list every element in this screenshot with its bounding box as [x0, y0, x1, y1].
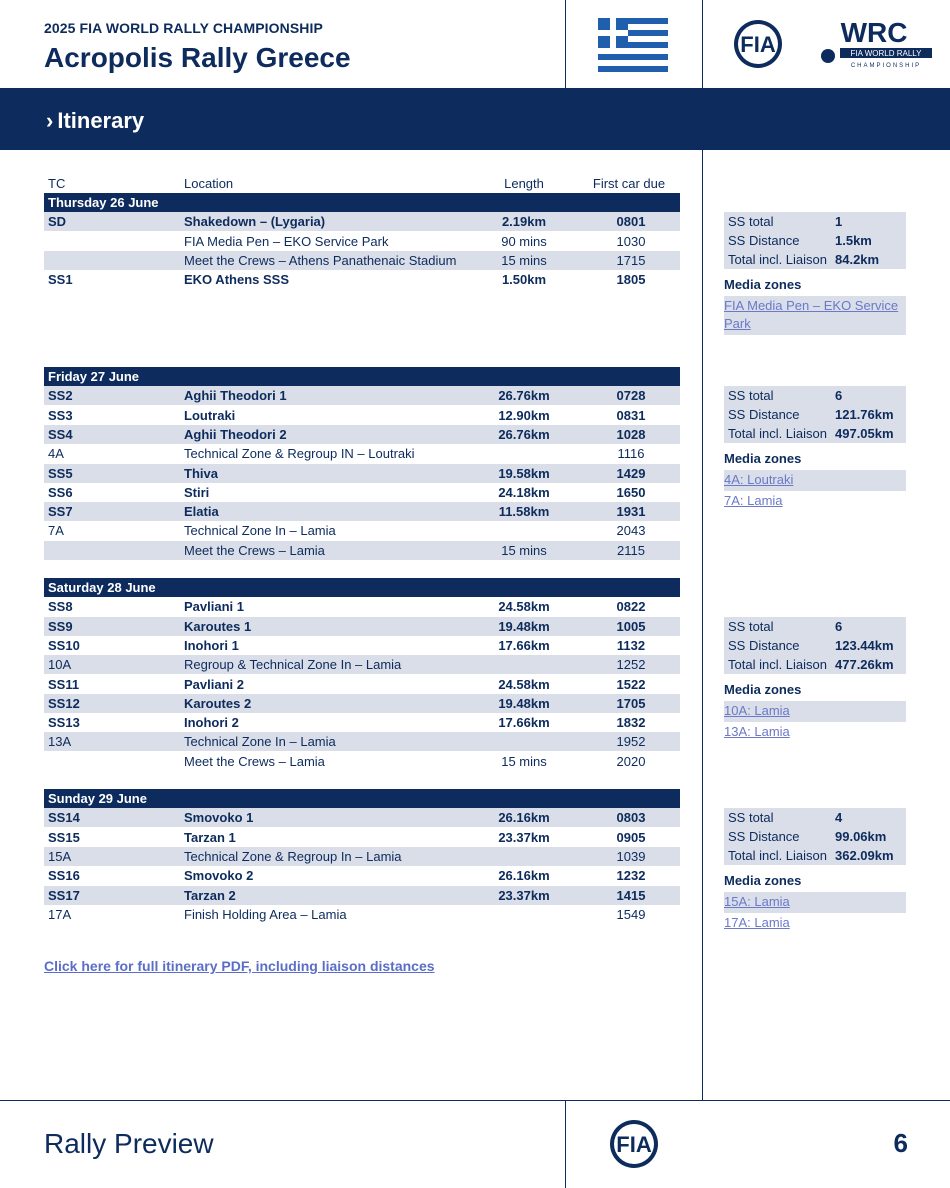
day-header: [44, 193, 680, 212]
cell-tc: 17A: [48, 906, 72, 922]
cell-time: 2115: [617, 542, 645, 558]
itinerary-row: [44, 694, 680, 713]
summary-total-liaison-label: Total incl. Liaison: [728, 848, 827, 863]
summary-total-liaison: [724, 655, 906, 674]
cell-tc: SS1: [48, 272, 73, 288]
summary-ss-total: [724, 212, 906, 231]
cell-tc: SS4: [48, 426, 73, 442]
itinerary-row: [44, 251, 680, 270]
fia-logo-text: FIA: [740, 32, 776, 57]
cell-length: 15 mins: [501, 252, 547, 268]
cell-length: 11.58km: [498, 504, 550, 520]
summary-ss-distance: [724, 405, 906, 424]
cell-location: Technical Zone & Regroup In – Lamia: [184, 848, 402, 864]
summary-total-liaison-value: 362.09km: [835, 848, 894, 863]
itinerary-row: [44, 752, 680, 771]
summary-ss-total-label: SS total: [728, 810, 774, 825]
cell-time: 1030: [616, 233, 646, 249]
cell-time: 1116: [617, 446, 645, 462]
cell-location: Regroup & Technical Zone In – Lamia: [184, 657, 402, 673]
cell-location: EKO Athens SSS: [184, 272, 289, 288]
cell-location: Karoutes 2: [184, 695, 252, 711]
cell-location: Tarzan 2: [184, 887, 236, 903]
summary-total-liaison: [724, 846, 906, 865]
section-title: [46, 108, 144, 134]
cell-time: 1132: [616, 637, 646, 653]
cell-tc: SS6: [48, 484, 73, 500]
summary-total-liaison-value: 477.26km: [835, 657, 894, 672]
itinerary-row: [44, 444, 680, 463]
cell-length: 19.58km: [498, 465, 550, 481]
page-title: Acropolis Rally Greece: [44, 42, 351, 73]
cell-location: Smovoko 2: [184, 868, 254, 884]
itinerary-row: [44, 808, 680, 827]
cell-time: 1415: [616, 887, 646, 903]
cell-length: 15 mins: [501, 753, 547, 769]
cell-tc: SS8: [48, 599, 73, 615]
itinerary-row: [44, 905, 680, 924]
cell-time: 1522: [616, 676, 646, 692]
cell-location: Thiva: [184, 465, 218, 481]
itinerary-row: [44, 655, 680, 674]
cell-length: 19.48km: [498, 618, 550, 634]
cell-tc: SS15: [48, 829, 80, 845]
cell-tc: SS16: [48, 868, 80, 884]
cell-tc: 15A: [48, 848, 72, 864]
summary-ss-total-label: SS total: [728, 214, 774, 229]
cell-time: 1832: [616, 715, 646, 731]
cell-length: 26.76km: [498, 388, 550, 404]
cell-tc: SS14: [48, 810, 80, 826]
column-header-location: Location: [184, 176, 234, 191]
fia-footer-logo-text: FIA: [616, 1132, 652, 1157]
cell-location: Shakedown – (Lygaria): [184, 214, 326, 230]
fia-logo-icon: [722, 18, 794, 70]
day-header: [44, 789, 680, 808]
itinerary-row: [44, 636, 680, 655]
summary-ss-total-value: 6: [835, 388, 843, 403]
summary-total-liaison: [724, 424, 906, 443]
cell-tc: SS13: [48, 715, 80, 731]
itinerary-row: [44, 866, 680, 885]
cell-time: 0831: [616, 407, 646, 423]
summary-ss-distance: [724, 636, 906, 655]
cell-tc: SS12: [48, 695, 80, 711]
column-header-first-car: First car due: [592, 176, 666, 191]
day-summary-panel: [724, 808, 906, 934]
cell-tc: SS7: [48, 504, 73, 520]
cell-tc: SS9: [48, 618, 73, 634]
cell-tc: 13A: [48, 734, 72, 750]
cell-length: 17.66km: [498, 715, 550, 731]
sidebar-divider: [702, 150, 703, 1100]
cell-tc: SD: [48, 214, 67, 230]
itinerary-row: [44, 483, 680, 502]
itinerary-row: [44, 828, 680, 847]
fia-footer-logo-icon: [598, 1118, 670, 1170]
cell-tc: SS5: [48, 465, 73, 481]
media-zone-link[interactable]: 7A: Lamia: [724, 493, 783, 508]
cell-location: Meet the Crews – Athens Panathenaic Stadium: [184, 252, 457, 268]
cell-length: 17.66km: [498, 637, 550, 653]
cell-location: Aghii Theodori 1: [184, 388, 287, 404]
summary-ss-total-value: 1: [835, 214, 843, 229]
cell-time: 0801: [616, 214, 646, 230]
cell-tc: 10A: [48, 657, 72, 673]
cell-length: 23.37km: [498, 829, 550, 845]
cell-tc: SS17: [48, 887, 80, 903]
summary-ss-distance: [724, 827, 906, 846]
cell-time: 1429: [616, 465, 646, 481]
cell-time: 2020: [616, 753, 646, 769]
cell-length: 24.58km: [498, 676, 550, 692]
summary-total-liaison-label: Total incl. Liaison: [728, 426, 827, 441]
full-itinerary-pdf-link[interactable]: Click here for full itinerary PDF, including liaison distances: [44, 958, 435, 974]
cell-time: 0905: [616, 829, 646, 845]
summary-total-liaison-value: 84.2km: [835, 252, 880, 267]
summary-ss-distance-label: SS Distance: [728, 233, 800, 248]
summary-ss-total-value: 6: [835, 619, 843, 634]
itinerary-row: [44, 232, 680, 251]
summary-total-liaison-value: 497.05km: [835, 426, 894, 441]
cell-location: Loutraki: [184, 407, 236, 423]
cell-time: 2043: [616, 523, 646, 539]
cell-location: Technical Zone In – Lamia: [184, 523, 336, 539]
summary-ss-total: [724, 808, 906, 827]
cell-length: 12.90km: [498, 407, 550, 423]
day-header: [44, 578, 680, 597]
cell-tc: 4A: [48, 446, 64, 462]
itinerary-row: [44, 386, 680, 405]
cell-time: 1028: [616, 426, 646, 442]
summary-ss-distance-value: 99.06km: [835, 829, 887, 844]
cell-time: 1039: [616, 848, 646, 864]
summary-total-liaison-label: Total incl. Liaison: [728, 252, 827, 267]
cell-location: Karoutes 1: [184, 618, 252, 634]
summary-ss-distance: [724, 231, 906, 250]
summary-ss-total-value: 4: [835, 810, 843, 825]
column-header-tc: TC: [48, 176, 66, 191]
summary-ss-distance-label: SS Distance: [728, 829, 800, 844]
cell-location: Pavliani 2: [184, 676, 244, 692]
cell-tc: SS2: [48, 388, 73, 404]
cell-time: 1931: [616, 504, 646, 520]
cell-length: 23.37km: [498, 887, 550, 903]
cell-tc: 7A: [48, 523, 64, 539]
cell-length: 1.50km: [501, 272, 547, 288]
summary-ss-total-label: SS total: [728, 619, 774, 634]
media-zones-title: Media zones: [724, 277, 802, 292]
cell-location: Technical Zone In – Lamia: [184, 734, 336, 750]
cell-location: Meet the Crews – Lamia: [184, 542, 325, 558]
cell-length: 24.58km: [498, 599, 550, 615]
day-header-label: Thursday 26 June: [48, 195, 159, 210]
summary-ss-total-label: SS total: [728, 388, 774, 403]
itinerary-row: [44, 847, 680, 866]
summary-ss-distance-value: 123.44km: [835, 638, 894, 653]
championship-subtitle: 2025 FIA WORLD RALLY CHAMPIONSHIP: [44, 20, 323, 36]
cell-time: 0822: [616, 599, 646, 615]
summary-ss-distance-value: 1.5km: [835, 233, 872, 248]
media-zones-title: Media zones: [724, 873, 802, 888]
cell-location: Aghii Theodori 2: [184, 426, 287, 442]
cell-time: 1232: [616, 868, 646, 884]
day-header-label: Friday 27 June: [48, 369, 140, 384]
cell-time: 1650: [616, 484, 646, 500]
media-zone-link[interactable]: 17A: Lamia: [724, 915, 790, 930]
media-zone-link[interactable]: 10A: Lamia: [724, 701, 906, 722]
cell-time: 1805: [616, 272, 646, 288]
itinerary-row: [44, 425, 680, 444]
cell-time: 1005: [616, 618, 646, 634]
day-summary-panel: [724, 617, 906, 743]
greece-flag-icon: [598, 18, 668, 72]
media-zone-link[interactable]: FIA Media Pen – EKO Service Park: [724, 296, 906, 335]
cell-time: 1549: [616, 906, 646, 922]
cell-time: 0803: [616, 810, 646, 826]
itinerary-row: [44, 597, 680, 616]
media-zones-title: Media zones: [724, 451, 802, 466]
summary-ss-distance-value: 121.76km: [835, 407, 894, 422]
day-header-label: Sunday 29 June: [48, 791, 147, 806]
summary-ss-distance-label: SS Distance: [728, 407, 800, 422]
itinerary-row: [44, 521, 680, 540]
wrc-logo-text: WRC: [840, 18, 908, 48]
cell-location: Elatia: [184, 504, 219, 520]
wrc-logo-subtext-2: CHAMPIONSHIP: [850, 63, 922, 69]
cell-location: Finish Holding Area – Lamia: [184, 906, 347, 922]
cell-length: 90 mins: [501, 233, 547, 249]
itinerary-row: [44, 502, 680, 521]
cell-time: 1952: [616, 734, 646, 750]
day-header: [44, 367, 680, 386]
day-header-label: Saturday 28 June: [48, 580, 156, 595]
cell-tc: SS11: [48, 676, 80, 692]
summary-ss-total: [724, 386, 906, 405]
summary-ss-total: [724, 617, 906, 636]
header-divider-2: [702, 0, 703, 88]
itinerary-row: [44, 406, 680, 425]
day-summary-panel: [724, 386, 906, 512]
media-zones-title: Media zones: [724, 682, 802, 697]
summary-total-liaison: [724, 250, 906, 269]
itinerary-row: [44, 713, 680, 732]
footer-divider: [0, 1100, 950, 1101]
cell-length: 15 mins: [501, 542, 547, 558]
cell-length: 26.16km: [498, 810, 550, 826]
media-zone-link[interactable]: 15A: Lamia: [724, 892, 906, 913]
cell-length: 26.16km: [498, 868, 550, 884]
cell-length: 19.48km: [498, 695, 550, 711]
cell-location: Pavliani 1: [184, 599, 244, 615]
cell-location: Inohori 2: [184, 715, 239, 731]
header-divider-1: [565, 0, 566, 88]
cell-location: Inohori 1: [184, 637, 239, 653]
section-title-text: Itinerary: [57, 108, 145, 133]
itinerary-row: [44, 212, 680, 231]
summary-total-liaison-label: Total incl. Liaison: [728, 657, 827, 672]
cell-location: Smovoko 1: [184, 810, 254, 826]
column-header-length: Length: [504, 176, 544, 191]
cell-location: Tarzan 1: [184, 829, 236, 845]
itinerary-row: [44, 541, 680, 560]
media-zone-link[interactable]: 4A: Loutraki: [724, 470, 906, 491]
wrc-logo-icon: [814, 18, 934, 70]
footer-vertical-divider: [565, 1100, 566, 1188]
itinerary-row: [44, 270, 680, 289]
itinerary-row: [44, 464, 680, 483]
day-summary-panel: [724, 212, 906, 335]
footer-title: Rally Preview: [44, 1128, 214, 1159]
summary-ss-distance-label: SS Distance: [728, 638, 800, 653]
cell-location: Stiri: [184, 484, 210, 500]
itinerary-row: [44, 675, 680, 694]
itinerary-row: [44, 617, 680, 636]
itinerary-row: [44, 886, 680, 905]
chevron-right-icon: ›: [46, 108, 54, 133]
cell-time: 0728: [616, 388, 646, 404]
cell-tc: SS3: [48, 407, 73, 423]
cell-length: 24.18km: [498, 484, 550, 500]
cell-location: Meet the Crews – Lamia: [184, 753, 325, 769]
media-zone-link[interactable]: 13A: Lamia: [724, 724, 790, 739]
itinerary-row: [44, 732, 680, 751]
cell-location: Technical Zone & Regroup IN – Loutraki: [184, 446, 415, 462]
cell-time: 1705: [616, 695, 646, 711]
cell-tc: SS10: [48, 637, 80, 653]
cell-time: 1715: [616, 252, 646, 268]
wrc-logo-subtext: FIA WORLD RALLY: [850, 49, 922, 58]
cell-location: FIA Media Pen – EKO Service Park: [184, 233, 389, 249]
cell-length: 2.19km: [501, 214, 547, 230]
cell-length: 26.76km: [498, 426, 550, 442]
page-number: 6: [893, 1128, 908, 1158]
cell-time: 1252: [616, 657, 646, 673]
